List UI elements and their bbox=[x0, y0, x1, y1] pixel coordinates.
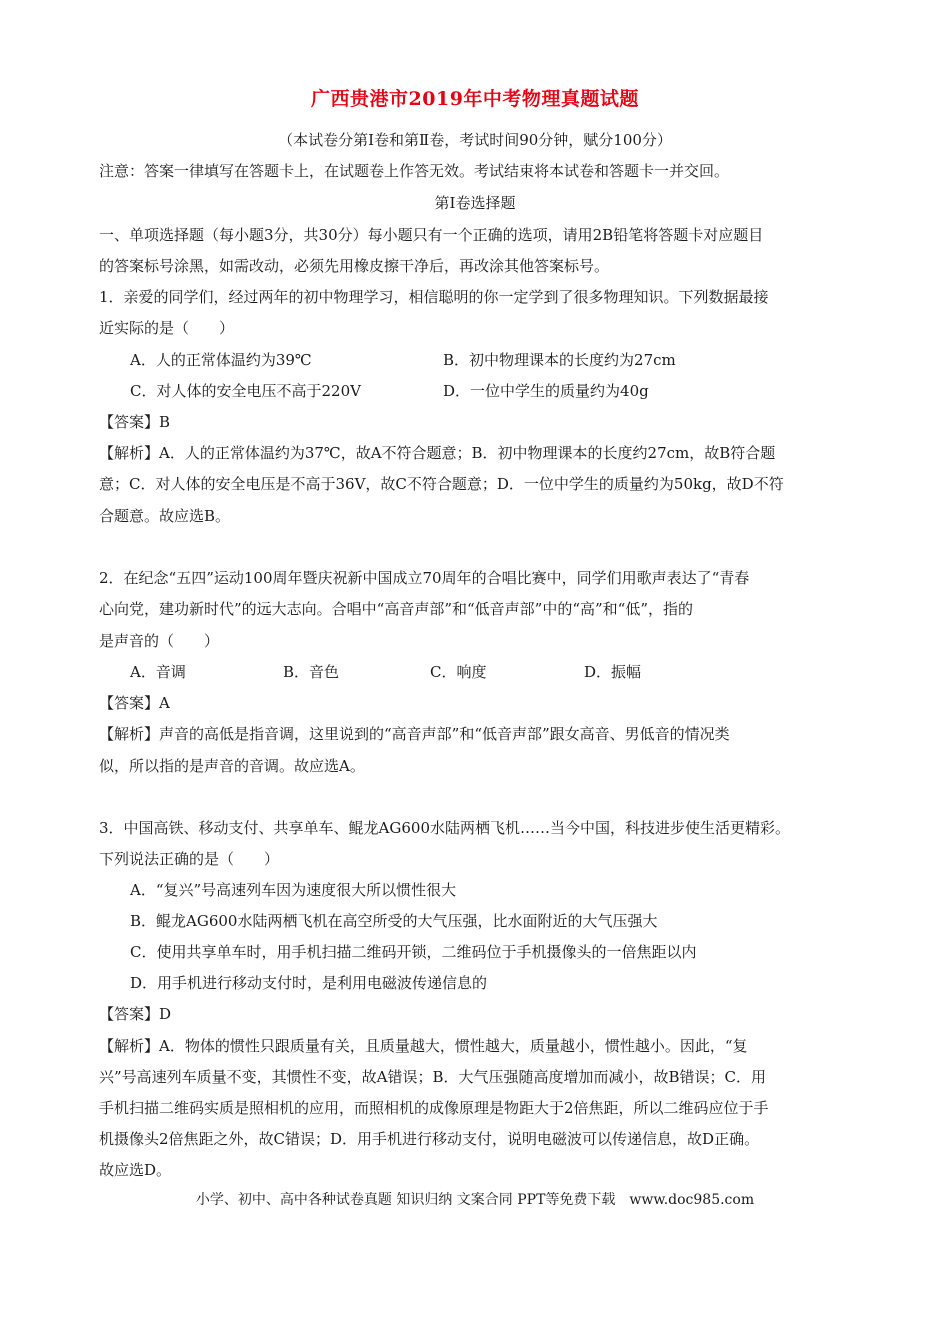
question-3-stem: 下列说法正确的是（ ） bbox=[99, 850, 280, 868]
question-2-stem: 是声音的（ ） bbox=[99, 632, 220, 650]
question-1-answer: 【答案】B bbox=[99, 413, 171, 431]
question-2-analysis: 【解析】声音的高低是指音调，这里说到的“高音声部”和“低音声部”跟女高音、男低音的情况类 bbox=[99, 725, 730, 743]
question-1-option-c: C．对人体的安全电压不高于220V bbox=[130, 382, 361, 400]
question-1-stem: 近实际的是（ ） bbox=[99, 319, 235, 337]
question-3-option-b: B．鲲龙AG600水陆两栖飞机在高空所受的大气压强，比水面附近的大气压强大 bbox=[130, 912, 658, 930]
question-3-analysis: 兴”号高速列车质量不变，其惯性不变，故A错误；B．大气压强随高度增加而减小，故B错误；C．用 bbox=[99, 1068, 767, 1086]
question-1-option-a: A．人的正常体温约为39℃ bbox=[130, 351, 312, 369]
question-3-analysis: 【解析】A．物体的惯性只跟质量有关，且质量越大，惯性越大，质量越小，惯性越小。因此，“复 bbox=[99, 1037, 748, 1055]
part-intro-line: 一、单项选择题（每小题3分，共30分）每小题只有一个正确的选项，请用2B铅笔将答题卡对应题目 bbox=[99, 226, 764, 244]
question-2-option-c: C．响度 bbox=[430, 663, 487, 681]
question-2-answer: 【答案】A bbox=[99, 694, 170, 712]
notice-text: 注意：答案一律填写在答题卡上，在试题卷上作答无效。考试结束将本试卷和答题卡一并交回。 bbox=[99, 162, 730, 180]
page-title: 广西贵港市2019年中考物理真题试题 bbox=[311, 88, 639, 110]
question-3-analysis: 机摄像头2倍焦距之外，故C错误；D．用手机进行移动支付，说明电磁波可以传递信息，故D正确。 bbox=[99, 1130, 760, 1148]
question-3-option-a: A．“复兴”号高速列车因为速度很大所以惯性很大 bbox=[130, 881, 457, 899]
question-1-option-d: D．一位中学生的质量约为40g bbox=[443, 382, 649, 400]
question-2-analysis: 似，所以指的是声音的音调。故应选A。 bbox=[99, 757, 365, 775]
question-1-stem: 1．亲爱的同学们，经过两年的初中物理学习，相信聪明的你一定学到了很多物理知识。下列数据最接 bbox=[99, 288, 769, 306]
question-3-analysis: 故应选D。 bbox=[99, 1161, 172, 1179]
question-3-option-c: C．使用共享单车时，用手机扫描二维码开锁，二维码位于手机摄像头的一倍焦距以内 bbox=[130, 943, 697, 961]
question-2-stem: 2．在纪念“五四”运动100周年暨庆祝新中国成立70周年的合唱比赛中，同学们用歌声表达了“青春 bbox=[99, 569, 750, 587]
part-intro-line: 的答案标号涂黑，如需改动，必须先用橡皮擦干净后，再改涂其他答案标号。 bbox=[99, 257, 610, 275]
question-1-analysis: 意；C．对人体的安全电压是不高于36V，故C不符合题意；D．一位中学生的质量约为50kg，故D不符 bbox=[99, 475, 784, 493]
question-1-option-b: B．初中物理课本的长度约为27cm bbox=[443, 351, 676, 369]
question-2-stem: 心向党，建功新时代”的远大志向。合唱中“高音声部”和“低音声部”中的“高”和“低”，指的 bbox=[99, 600, 694, 618]
question-2-option-d: D．振幅 bbox=[584, 663, 642, 681]
question-2-option-b: B．音色 bbox=[283, 663, 340, 681]
exam-info: （本试卷分第Ⅰ卷和第Ⅱ卷，考试时间90分钟，赋分100分） bbox=[278, 131, 672, 149]
question-3-stem: 3．中国高铁、移动支付、共享单车、鲲龙AG600水陆两栖飞机……当今中国，科技进步使生活更精彩。 bbox=[99, 819, 790, 837]
page-footer: 小学、初中、高中各种试卷真题 知识归纳 文案合同 PPT等免费下载 www.doc985.com bbox=[195, 1192, 755, 1208]
question-1-analysis: 【解析】A．人的正常体温约为37℃，故A不符合题意；B．初中物理课本的长度约27cm，故B符合题 bbox=[99, 444, 776, 462]
question-3-analysis: 手机扫描二维码实质是照相机的应用，而照相机的成像原理是物距大于2倍焦距，所以二维码应位于手 bbox=[99, 1099, 769, 1117]
section-heading: 第Ⅰ卷选择题 bbox=[434, 194, 516, 212]
question-1-analysis: 合题意。故应选B。 bbox=[99, 507, 231, 525]
question-2-option-a: A．音调 bbox=[130, 663, 186, 681]
question-3-option-d: D．用手机进行移动支付时，是利用电磁波传递信息的 bbox=[130, 974, 488, 992]
question-3-answer: 【答案】D bbox=[99, 1005, 172, 1023]
